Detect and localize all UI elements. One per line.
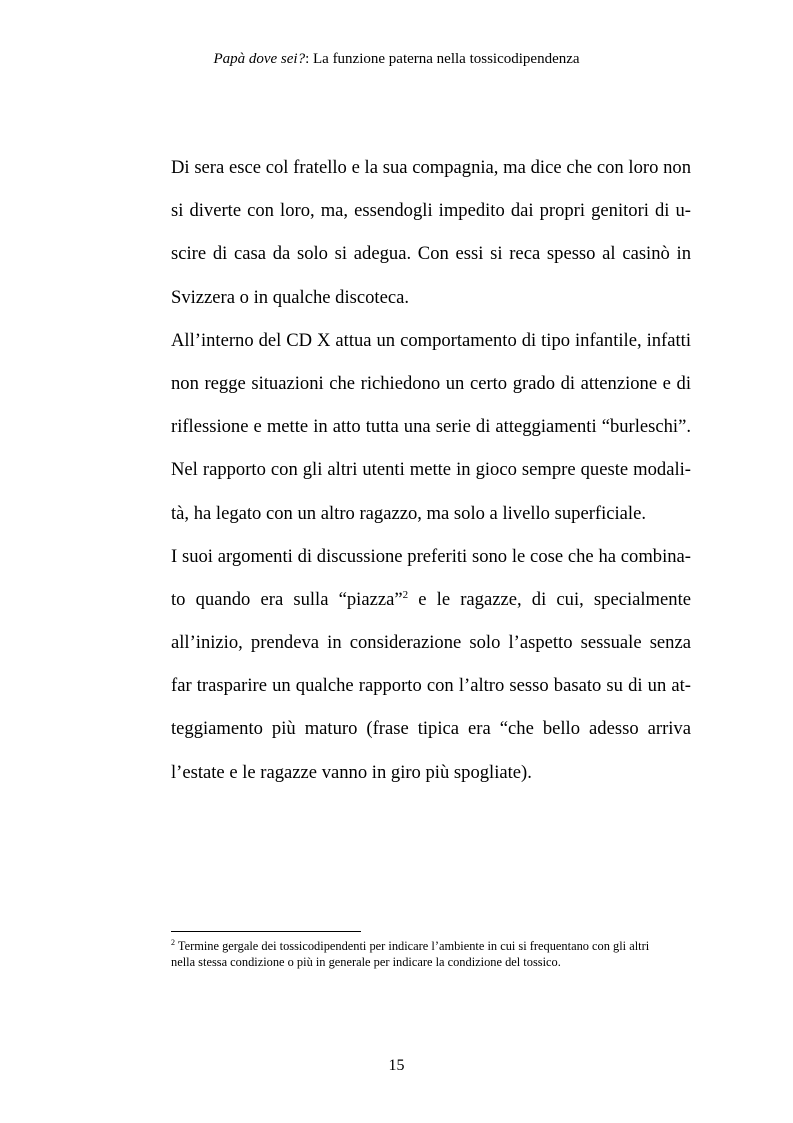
body-line: Svizzera o in qualche discoteca. [171, 286, 409, 308]
body-line: scire di casa da solo si adegua. Con essi si reca spesso al casinò in [171, 243, 691, 265]
body-line: riflessione e mette in atto tutta una serie di atteggiamenti “burleschi”. [171, 416, 691, 438]
body-line: All’interno del CD X attua un comportamento di tipo infantile, infatti [171, 329, 691, 351]
header-title-rest: : La funzione paterna nella tossicodipendenza [305, 51, 580, 67]
body-line: tà, ha legato con un altro ragazzo, ma solo a livello superficiale. [171, 502, 646, 524]
body-line-with-footnote-ref [171, 578, 691, 621]
page-number: 15 [388, 1057, 405, 1074]
footnote-line-2: nella stessa condizione o più in generale per indicare la condizione del tossico. [171, 955, 561, 969]
footnote-number: 2 [171, 937, 175, 947]
header-title-italic: Papà dove sei? [213, 51, 306, 67]
body-line: I suoi argomenti di discussione preferiti sono le cose che ha combina- [171, 545, 691, 567]
body-line: far trasparire un qualche rapporto con l’altro sesso basato su di un at- [171, 675, 691, 697]
footnote [171, 938, 691, 970]
footnote-ref: 2 [402, 588, 409, 601]
body-line: Nel rapporto con gli altri utenti mette in gioco sempre queste modali- [171, 459, 691, 481]
body-line: si diverte con loro, ma, essendogli impedito dai propri genitori di u- [171, 200, 691, 222]
body-line-segment: e le ragazze, di cui, specialmente [408, 588, 691, 610]
footnote-separator [171, 931, 361, 932]
footnote-text: Termine gergale dei tossicodipendenti per indicare l’ambiente in cui si frequentano con gli altri [175, 939, 650, 953]
body-line: Di sera esce col fratello e la sua compagnia, ma dice che con loro non [171, 157, 691, 178]
body-line: all’inizio, prendeva in considerazione solo l’aspetto sessuale senza [171, 632, 691, 654]
body-line: teggiamento più maturo (frase tipica era “che bello adesso arriva [171, 718, 691, 740]
running-header [0, 49, 793, 69]
body-line: non regge situazioni che richiedono un certo grado di attenzione e di [171, 372, 691, 394]
body-line: l’estate e le ragazze vanno in giro più spogliate). [171, 761, 532, 783]
footnote-line [171, 938, 691, 954]
body-paragraphs [171, 146, 691, 794]
body-line-segment: to quando era sulla “piazza” [171, 588, 403, 610]
